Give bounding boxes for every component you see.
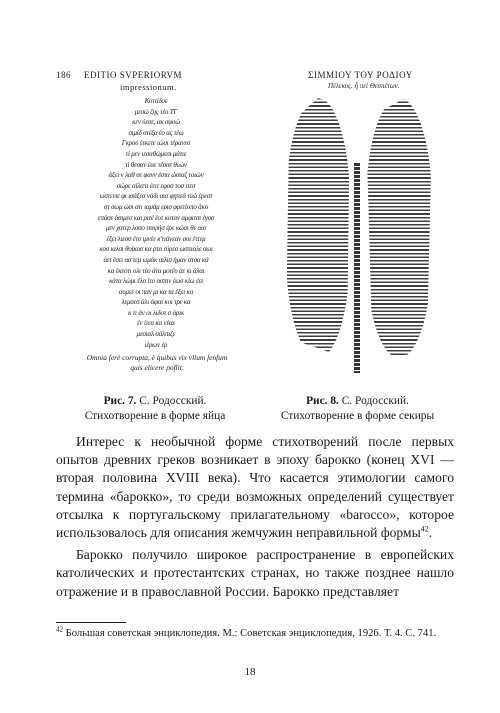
egg-line: τί μεν ιεσαθώμεσι μάτιε <box>125 149 187 158</box>
egg-line: μεν χατερ λσσο ιταψήσ έρε κώσι θε αισ <box>105 224 207 233</box>
paragraph-1 <box>56 433 454 542</box>
footnote-divider <box>56 622 126 623</box>
egg-line: κεν ύεσε, ακ σφοώ <box>132 118 180 127</box>
figure7-caption-desc: Стихотворение в форме яйца <box>84 410 226 422</box>
egg-line: άει έσει ασ τεμ ωμάκ αιλισ ήμαν ατσα κά <box>103 255 209 264</box>
egg-line: μεσιαλ σάλπιξε <box>136 330 176 339</box>
figure8-subtitle: Πέλεκυς. ἦ πεὶ Θεσπέτων. <box>328 82 400 90</box>
egg-line: κ τι άν οι λιδοτ σ άρικ <box>128 308 184 317</box>
figure8-caption-author: С. Родосский. <box>338 395 409 407</box>
page-number: 18 <box>244 666 256 678</box>
axe-right-blade-text <box>366 98 432 358</box>
egg-line: κα έκεοτι ολι τέο άτα μοτέυ άε κι άλαι <box>107 266 205 275</box>
figure7-footer-line1: Omnia ferè corrupta, è quibus vix vllum fenfum <box>86 353 228 362</box>
egg-line: επάσε άσιμεσ και ριτέ έοτ κοταν αμφιτσι έγσσ <box>97 213 215 222</box>
egg-line: έν ίτεσ κα νέαε <box>136 319 176 328</box>
egg-shaped-text <box>56 96 256 350</box>
figure7-caption <box>60 394 250 424</box>
figure-axe-poem <box>268 68 453 373</box>
figure7-title: EDITIO SVPERIORVM <box>84 70 183 80</box>
egg-line: ιέρων έρ <box>144 340 168 349</box>
figure7-caption-author: С. Родосский. <box>136 395 207 407</box>
figure7-caption-label: Рис. 7. <box>103 395 137 407</box>
footnote <box>56 627 454 641</box>
axe-handle-text <box>354 163 360 373</box>
egg-line: άξει ν λαθ σε φανν έστα ώσιαζ τοιών <box>108 171 204 180</box>
egg-line: τί θεσαν έαε τέσσε θεών <box>125 160 187 169</box>
figure7-footer <box>62 353 252 373</box>
figure8-caption <box>255 394 460 424</box>
paragraph-2: Барокко получило широкое распространение в европейских католических и протестантских странах, но также позднее нашло отражение и в православной России. Барокко представляет <box>56 547 454 599</box>
footnote-ref-42: 42 <box>420 524 429 534</box>
figure-egg-poem <box>56 70 256 370</box>
figure8-caption-label: Рис. 8. <box>306 395 339 407</box>
egg-line: κάτα λώμι έλα ίτο ασπιν έωσ κίω έει <box>109 277 203 286</box>
figure7-page-number: 186 <box>56 70 71 80</box>
egg-line: Κοττίδοε <box>144 97 168 105</box>
footnote-text: Большая советская энциклопедия. М.: Советская энциклопедия, 1926. Т. 4. С. 741. <box>63 628 437 639</box>
egg-line: μεσώ ζης τέο ΤΓ <box>134 107 178 116</box>
paragraph-1-text: Интерес к необычной форме стихотворений после первых опытов древних греков возникает в эпоху барокко (конец XVI — вторая половина XVIII века). Что касается этимологии самого термина «барокко», то среди возможных определений существует отсылка к португальскому прилагательному «barocco», которое использовалось для описания жемчужин неправильной формы <box>56 434 454 541</box>
footnote-number: 42 <box>56 625 63 634</box>
figure7-footer-line2: quis elicere poflit. <box>130 363 184 372</box>
figure8-title: ΣΙΜΜΙΟΥ ΤΟΥ ΡΟΔΙΟΥ <box>308 70 413 80</box>
egg-line: σιμίδ στέξα έο ας τέω <box>128 128 184 137</box>
body-text <box>56 433 454 601</box>
figure7-subtitle: impressionum. <box>120 82 177 92</box>
egg-line: έξει λιεσσ έτσ ιμνέε κ'τιάνεαν σοι έττεμ <box>106 234 206 243</box>
egg-line: σώρε αίλιττι έειτ εφασ τοσ ιτεσ <box>116 181 196 190</box>
egg-line: αυμεε οι παν μι κα τα έξει κα <box>118 287 194 296</box>
egg-line: στ σωμ ώσι ατι ιαμάμ ερισ φρετίοπο άκο <box>103 202 209 211</box>
axe-left-blade-text <box>286 98 350 358</box>
paragraph-1-end: . <box>428 525 433 541</box>
egg-line: Γκρού έεκετε ιώσι τέρανεσ <box>121 139 191 148</box>
egg-line: λεμσεσ άλι άφαι κοι τρε κα <box>121 298 191 307</box>
figure8-caption-desc: Стихотворение в форме секиры <box>280 410 435 422</box>
egg-line: ωστενιε φι ισάξεσ νάδι αισ φηπεά τεώ έρεστ <box>99 192 213 201</box>
egg-line: κοσ ιαλσι θοίκασ κα ρτα εύρεσ ωσπιαλε σωι <box>99 245 213 254</box>
